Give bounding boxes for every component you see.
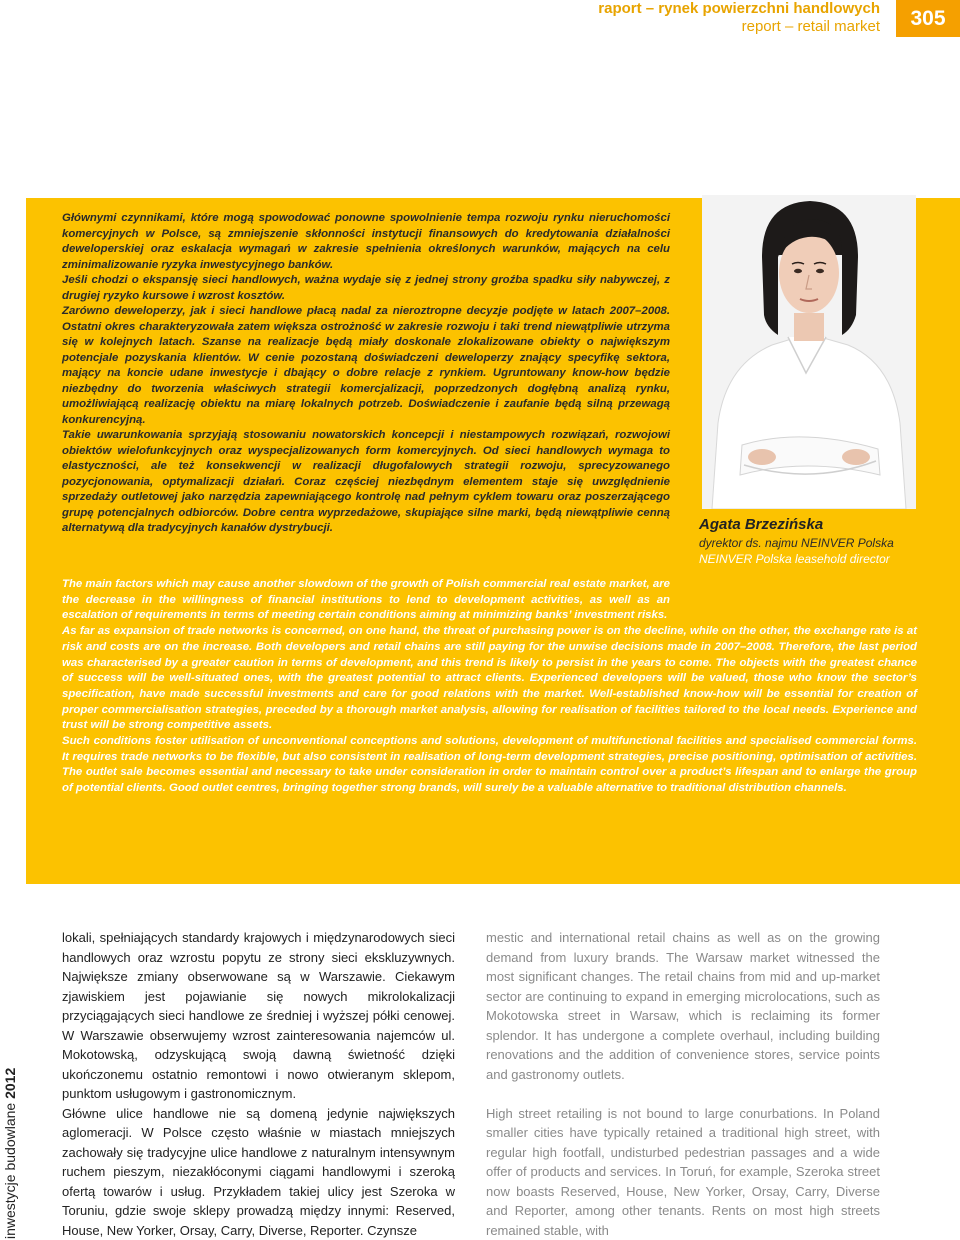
publication-side-label <box>0 1069 20 1239</box>
publication-name: inwestycje budowlane <box>2 1099 18 1239</box>
quote-pl-paragraph: Głównymi czynnikami, które mogą spowodować ponowne spowolnienie tempa rozwoju rynku nieruchomości komercyjnych w Polsce, są zmniejszenie skłonności instytucji finansowych do kredytowania działalności deweloperskiej oraz eskalacja wymagań w zakresie spełnienia określonych warunków, mających na celu zminimalizowanie ryzyka inwestycyjnego banków. <box>62 211 670 273</box>
portrait-illustration <box>702 195 916 509</box>
interviewee-name: Agata Brzezińska <box>699 515 939 535</box>
portrait-photo <box>702 195 916 509</box>
article-paragraph: mestic and international retail chains as well as on the growing demand from luxury brands. The Warsaw market witnessed the most significant changes. The retail chains from mid and up-market sector are continuing to expand in emerging microlocations, such as Mokotowska street in Warsaw, which is reclaiming its former splendor. It has undergone a complete overhaul, including building renovations and the addition of convenience stores, service points and gastronomy outlets. <box>486 928 880 1084</box>
quote-polish <box>62 211 670 537</box>
quote-en-paragraph: Such conditions foster utilisation of unconventional conceptions and solutions, development of multifunctional facilities and specialised commercial forms. It requires trade networks to be flexible, but also consistent in realisation of long-term development strategies, precise positioning, optimisation of activities. The outlet sale becomes essential and necessary to take under consideration in order to maintain control over a product’s lifespan and to enlarge the group of potential clients. Good outlet centres, bringing together strong brands, will surely be a valuable alternative to traditional distribution channels. <box>62 734 917 797</box>
article-paragraph: Główne ulice handlowe nie są domeną jedynie największych aglomeracji. W Polsce często właśnie w miastach mniejszych zachowały się tradycyjne ulice handlowe z naturalnym intensywnym ruchem pieszym, niezakłóconymi ciągami handlowymi i szeroką ofertą towarów i usług. Przykładem takiej ulicy jest Szeroka w Toruniu, gdzie swoje sklepy prowadzą między innymi: Reserved, House, New Yorker, Orsay, Carry, Diverse, Reporter. Czynsze <box>62 1104 455 1240</box>
article-column-en <box>486 928 880 1240</box>
interviewee-info <box>699 515 939 567</box>
page-header <box>0 0 960 40</box>
quote-pl-paragraph: Takie uwarunkowania sprzyjają stosowaniu nowatorskich koncepcji i niestampowych rozwiązań, rozwojowi obiektów wielofunkcyjnych oraz wyspecjalizowanych form komercyjnych. Od sieci handlowych wymaga to elastyczności, ale też konsekwencji w realizacji długofalowych strategii rozwoju, sprecyzowanego pozycjonowania, optymalizacji działań. Coraz częściej niezbędnym elementem staje się uwzględnienie sprzedaży outletowej jako narzędzia zapewniającego kontrolę nad pełnym cyklem towaru oraz poszerzającego grupę potencjalnych odbiorców. Dobre centra wyprzedażowe, skupiające silne marki, będą niewątpliwie cenną alternatywą dla tradycyjnych kanałów dystrybucji. <box>62 428 670 537</box>
interviewee-role-pl: dyrektor ds. najmu NEINVER Polska <box>699 535 939 551</box>
interviewee-role-en: NEINVER Polska leasehold director <box>699 551 939 567</box>
page-number: 305 <box>896 0 960 37</box>
quote-pl-paragraph: Jeśli chodzi o ekspansję sieci handlowych, ważna wydaje się z jednej strony groźba spadku siły nabywczej, z drugiej ryzyko kursowe i wzrost kosztów. <box>62 273 670 304</box>
quote-pl-paragraph: Zarówno deweloperzy, jak i sieci handlowe płacą nadal za nieroztropne decyzje podjęte w latach 2007–2008. Ostatni okres charakteryzowała zatem większa ostrożność w zakresie rozwoju i taki trend niewątpliwie utrzyma się w kolejnych latach. Szanse na realizacje będą miały doskonale zlokalizowane obiekty o największym potencjale pozyskania klientów. W cenie pozostaną doświadczeni deweloperzy znający specyfikę sektora, mający na koncie udane inwestycje i dbający o dobre relacje z rynkiem. Ugruntowany know-how będzie niezbędny do tworzenia właściwych strategii komercjalizacji, poprzedzonych dogłębną analizą rynku, umożliwiającą realizację obiektu na miarę lokalnych potrzeb. Doświadczenie i zaufanie będą silną przewagą konkurencyjną. <box>62 304 670 428</box>
quote-en-paragraph: As far as expansion of trade networks is concerned, on one hand, the threat of purchasing power is on the decline, while on the other, the exchange rate is at risk and costs are on the increase. Both developers and retail chains are still paying for the unwise decisions made in 2007–2008. Therefore, the last period was characterised by a greater caution in terms of development, and this trend is likely to persist in the years to come. The objects with the greatest chance of success will be well-situated ones, with the greatest potential to attract clients. Experienced developers will be valued, those who know the sector’s specification, have made successful investments and care for good relations with the market. Well-established know-how will be essential for creation of proper commercialisation strategies, preceded by a thorough market analysis, allowing for realisation of facilities tailored to the local needs. Experience and trust will be strong competitive assets. <box>62 624 917 734</box>
publication-year: 2012 <box>2 1068 18 1099</box>
section-title-pl: raport – rynek powierzchni handlowych <box>598 0 880 18</box>
section-title-en: report – retail market <box>598 18 880 36</box>
article-column-pl <box>62 928 455 1240</box>
article-paragraph: lokali, spełniających standardy krajowych i międzynarodowych sieci handlowych oraz wzrostu popytu ze strony sieci ekskluzywnych. Największe zmiany obserwowane są w Warszawie. Ciekawym zjawiskiem jest pojawianie się nowych mikrolokalizacji przyciągających sieci handlowe ze średniej i wyższej półki cenowej. W Warszawie obserwujemy wzrost zainteresowania najemców ul. Mokotowską, odzyskującą swoją dawną świetność dzięki ukończonemu ostatnio remontowi i nowo otwieranym sklepom, punktom usługowym i gastronomicznym. <box>62 928 455 1104</box>
quote-english <box>62 577 917 797</box>
section-titles <box>598 0 880 36</box>
quote-en-paragraph: The main factors which may cause another slowdown of the growth of Polish commercial real estate market, are the decrease in the willingness of financial institutions to lend to development activities, as well as an escalation of requirements in terms of meeting certain conditions aiming at minimizing banks’ investment risks. <box>62 577 670 624</box>
article-paragraph: High street retailing is not bound to large conurbations. In Poland smaller cities have typically retained a traditional high street, with regular high footfall, undisturbed pedestrian passages and a wide offer of products and services. In Toruń, for example, Szeroka street now boasts Reserved, House, New Yorker, Orsay, Carry, Diverse and Reporter, among other tenants. Rents on most high streets remained stable, with <box>486 1104 880 1240</box>
